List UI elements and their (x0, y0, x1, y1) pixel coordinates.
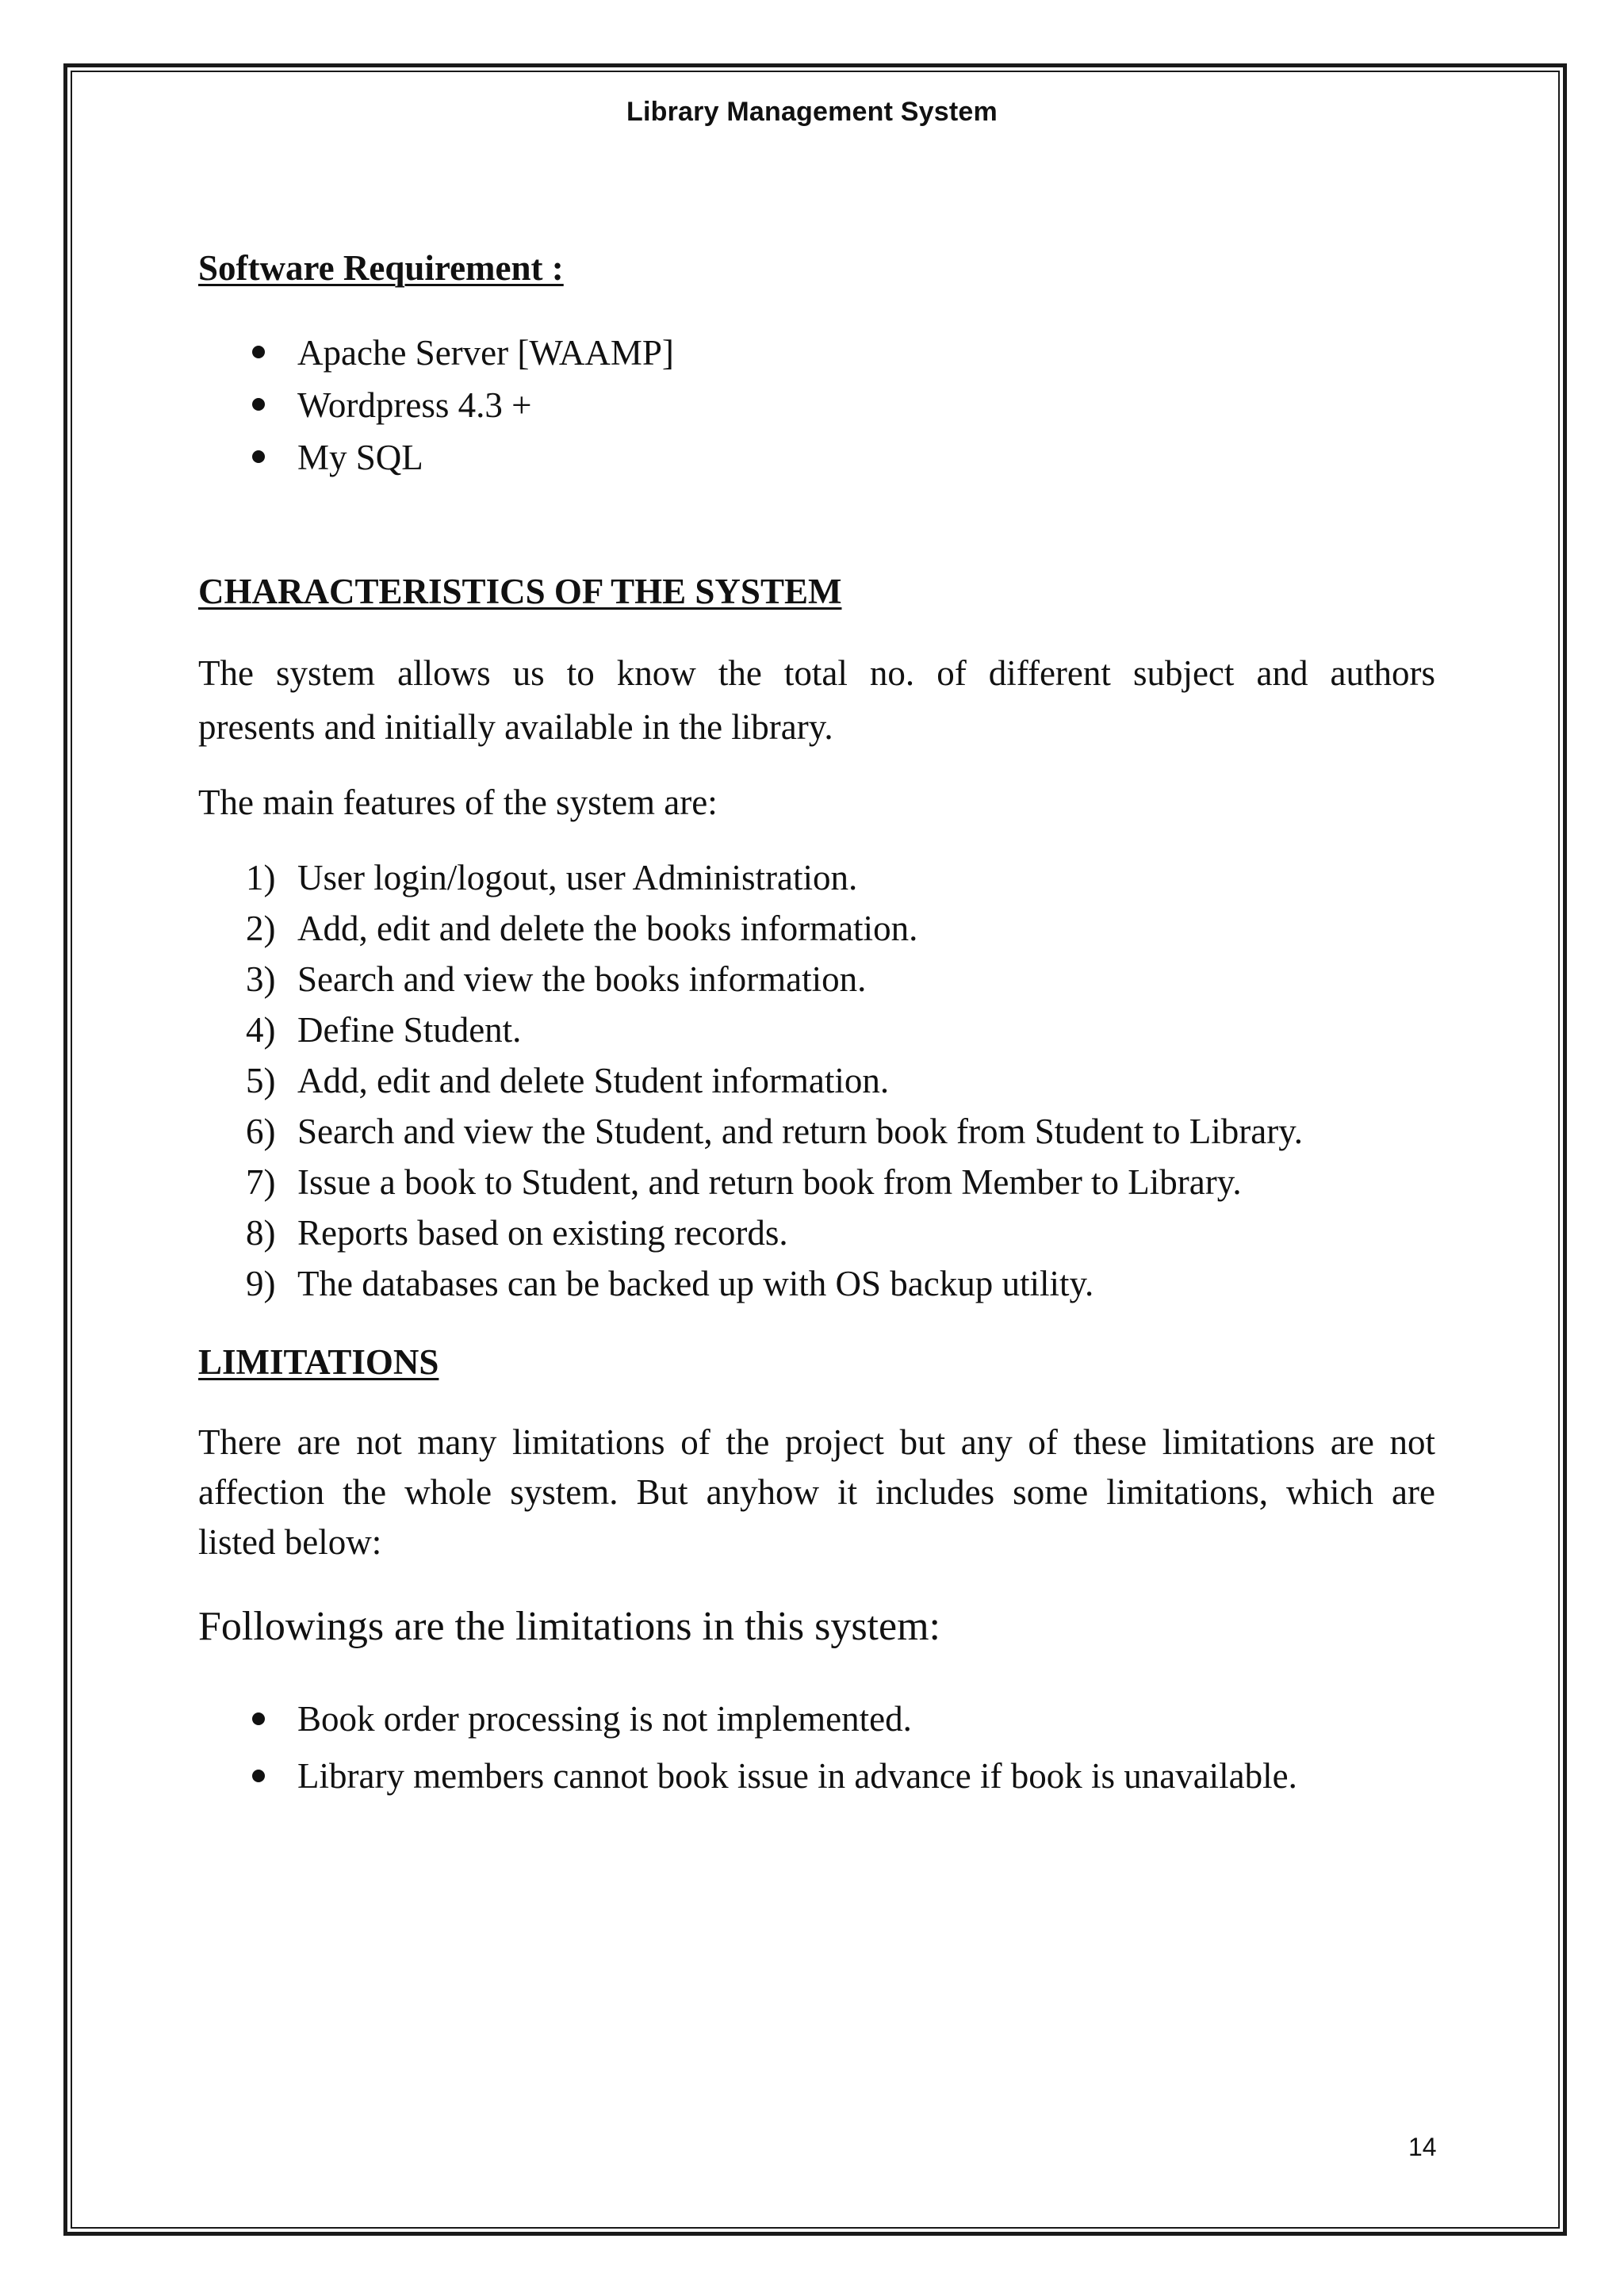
list-item (198, 1157, 1303, 1207)
list-item (198, 852, 1303, 903)
list-item (198, 954, 1303, 1004)
list-number: 6) (246, 1112, 276, 1151)
features-list (198, 852, 1303, 1309)
limitations-heading: LIMITATIONS (198, 1342, 439, 1382)
list-number: 2) (246, 909, 276, 948)
list-item-text: Apache Server [WAAMP] (297, 333, 674, 373)
running-header: Library Management System (626, 97, 998, 127)
list-item-text: User login/logout, user Administration. (297, 858, 858, 897)
list-item-text: Wordpress 4.3 + (297, 385, 532, 425)
list-item-text: Search and view the books information. (297, 959, 867, 999)
paragraph-line: listed below: (198, 1522, 382, 1562)
list-number: 1) (246, 858, 276, 897)
bullet-icon (252, 1770, 265, 1782)
list-number: 5) (246, 1061, 276, 1100)
list-item (198, 1747, 1297, 1804)
list-number: 8) (246, 1213, 276, 1253)
list-item (198, 1106, 1303, 1157)
paragraph-line: affection the whole system. But anyhow it includes some limitations, which are (198, 1472, 1435, 1512)
features-intro: The main features of the system are: (198, 783, 718, 822)
list-item-text: Search and view the Student, and return book from Student to Library. (297, 1112, 1304, 1151)
bullet-icon (252, 346, 265, 358)
bullet-icon (252, 1712, 265, 1725)
list-number: 4) (246, 1010, 276, 1050)
paragraph-line: There are not many limitations of the project but any of these limitations are not (198, 1422, 1435, 1462)
list-item-text: My SQL (297, 438, 423, 477)
characteristics-intro-paragraph (198, 646, 1435, 754)
limitations-subheading: Followings are the limitations in this system: (198, 1604, 940, 1649)
list-item (198, 431, 674, 484)
page-number: 14 (1408, 2133, 1437, 2161)
list-item (198, 1004, 1303, 1055)
list-item-text: Library members cannot book issue in advance if book is unavailable. (297, 1756, 1297, 1796)
software-requirement-list (198, 327, 674, 484)
list-number: 9) (246, 1264, 276, 1303)
list-item (198, 379, 674, 431)
list-item-text: The databases can be backed up with OS backup utility. (297, 1264, 1094, 1303)
limitations-paragraph (198, 1418, 1435, 1567)
list-item-text: Add, edit and delete the books information. (297, 909, 918, 948)
list-item (198, 1258, 1303, 1309)
list-number: 7) (246, 1162, 276, 1202)
list-item-text: Reports based on existing records. (297, 1213, 788, 1253)
characteristics-heading: CHARACTERISTICS OF THE SYSTEM (198, 572, 842, 611)
list-item (198, 1207, 1303, 1258)
paragraph-line: presents and initially available in the library. (198, 707, 833, 747)
list-item-text: Define Student. (297, 1010, 522, 1050)
list-item-text: Issue a book to Student, and return book from Member to Library. (297, 1162, 1242, 1202)
list-item (198, 903, 1303, 954)
paragraph-line: The system allows us to know the total no. of different subject and authors (198, 653, 1435, 693)
list-item (198, 327, 674, 379)
list-number: 3) (246, 959, 276, 999)
list-item-text: Book order processing is not implemented. (297, 1699, 912, 1739)
list-item-text: Add, edit and delete Student information. (297, 1061, 890, 1100)
list-item (198, 1690, 1297, 1747)
limitations-list (198, 1690, 1297, 1804)
bullet-icon (252, 450, 265, 463)
bullet-icon (252, 398, 265, 411)
list-item (198, 1055, 1303, 1106)
software-requirement-heading: Software Requirement : (198, 248, 564, 288)
